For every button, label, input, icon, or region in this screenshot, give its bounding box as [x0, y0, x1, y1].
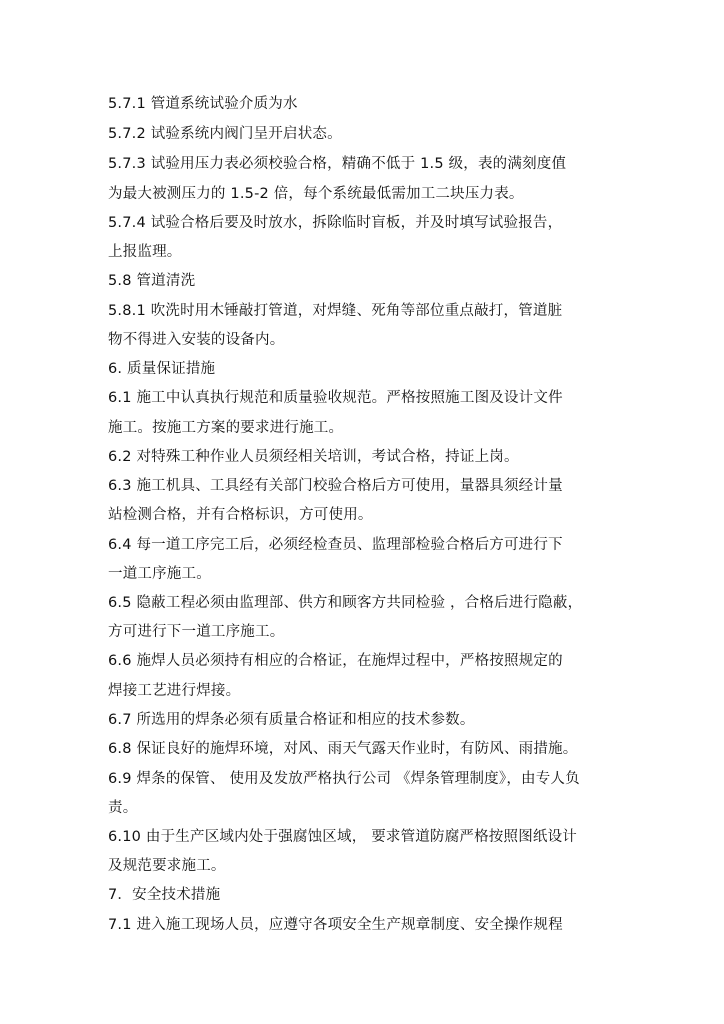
text-line: 6.6 施焊人员必须持有相应的合格证，在施焊过程中，严格按照规定的 [108, 653, 563, 669]
text-line: 责。 [108, 800, 138, 816]
text-line: 5.8 管道清洗 [108, 273, 196, 289]
text-line: 6.8 保证良好的施焊环境，对风、雨天气露天作业时，有防风、雨措施。 [108, 741, 578, 757]
text-line: 方可进行下一道工序施工。 [108, 624, 285, 640]
text-line: 上报监理。 [108, 244, 182, 260]
text-line: 5.7.2 试验系统内阀门呈开启状态。 [108, 126, 342, 142]
text-line: 6.3 施工机具、工具经有关部门校验合格后方可使用，量器具须经计量 [108, 478, 563, 494]
text-line: 一道工序施工。 [108, 566, 211, 582]
text-line: 焊接工艺进行焊接。 [108, 683, 241, 699]
text-line: 及规范要求施工。 [108, 858, 226, 874]
text-line: 为最大被测压力的 1.5-2 倍，每个系统最低需加工二块压力表。 [108, 186, 524, 202]
text-line: 5.7.3 试验用压力表必须校验合格，精确不低于 1.5 级，表的满刻度值 [108, 156, 567, 172]
text-line: 7．安全技术措施 [108, 887, 221, 903]
text-line: 5.7.1 管道系统试验介质为水 [108, 96, 298, 112]
text-line: 6.7 所选用的焊条必须有质量合格证和相应的技术参数。 [108, 712, 475, 728]
text-line: 6.9 焊条的保管、 使用及发放严格执行公司 《焊条管理制度》，由专人负 [108, 771, 580, 787]
text-line: 6.2 对特殊工种作业人员须经相关培训，考试合格，持证上岗。 [108, 449, 519, 465]
text-line: 施工。按施工方案的要求进行施工。 [108, 420, 344, 436]
text-line: 6.4 每一道工序完工后，必须经检查员、监理部检验合格后方可进行下 [108, 537, 563, 553]
text-line: 5.8.1 吹洗时用木锤敲打管道，对焊缝、死角等部位重点敲打，管道脏 [108, 303, 563, 319]
text-line: 7.1 进入施工现场人员，应遵守各项安全生产规章制度、安全操作规程 [108, 917, 563, 933]
text-line: 6. 质量保证措施 [108, 361, 216, 377]
text-line: 6.1 施工中认真执行规范和质量验收规范。严格按照施工图及设计文件 [108, 390, 563, 406]
text-line: 站检测合格，并有合格标识，方可使用。 [108, 507, 373, 523]
text-line: 6.10 由于生产区域内处于强腐蚀区域， 要求管道防腐严格按照图纸设计 [108, 829, 578, 845]
text-line: 6.5 隐蔽工程必须由监理部、供方和顾客方共同检验 ，合格后进行隐蔽， [108, 595, 583, 611]
text-line: 物不得进入安装的设备内。 [108, 332, 285, 348]
text-line: 5.7.4 试验合格后要及时放水，拆除临时盲板，并及时填写试验报告， [108, 215, 563, 231]
